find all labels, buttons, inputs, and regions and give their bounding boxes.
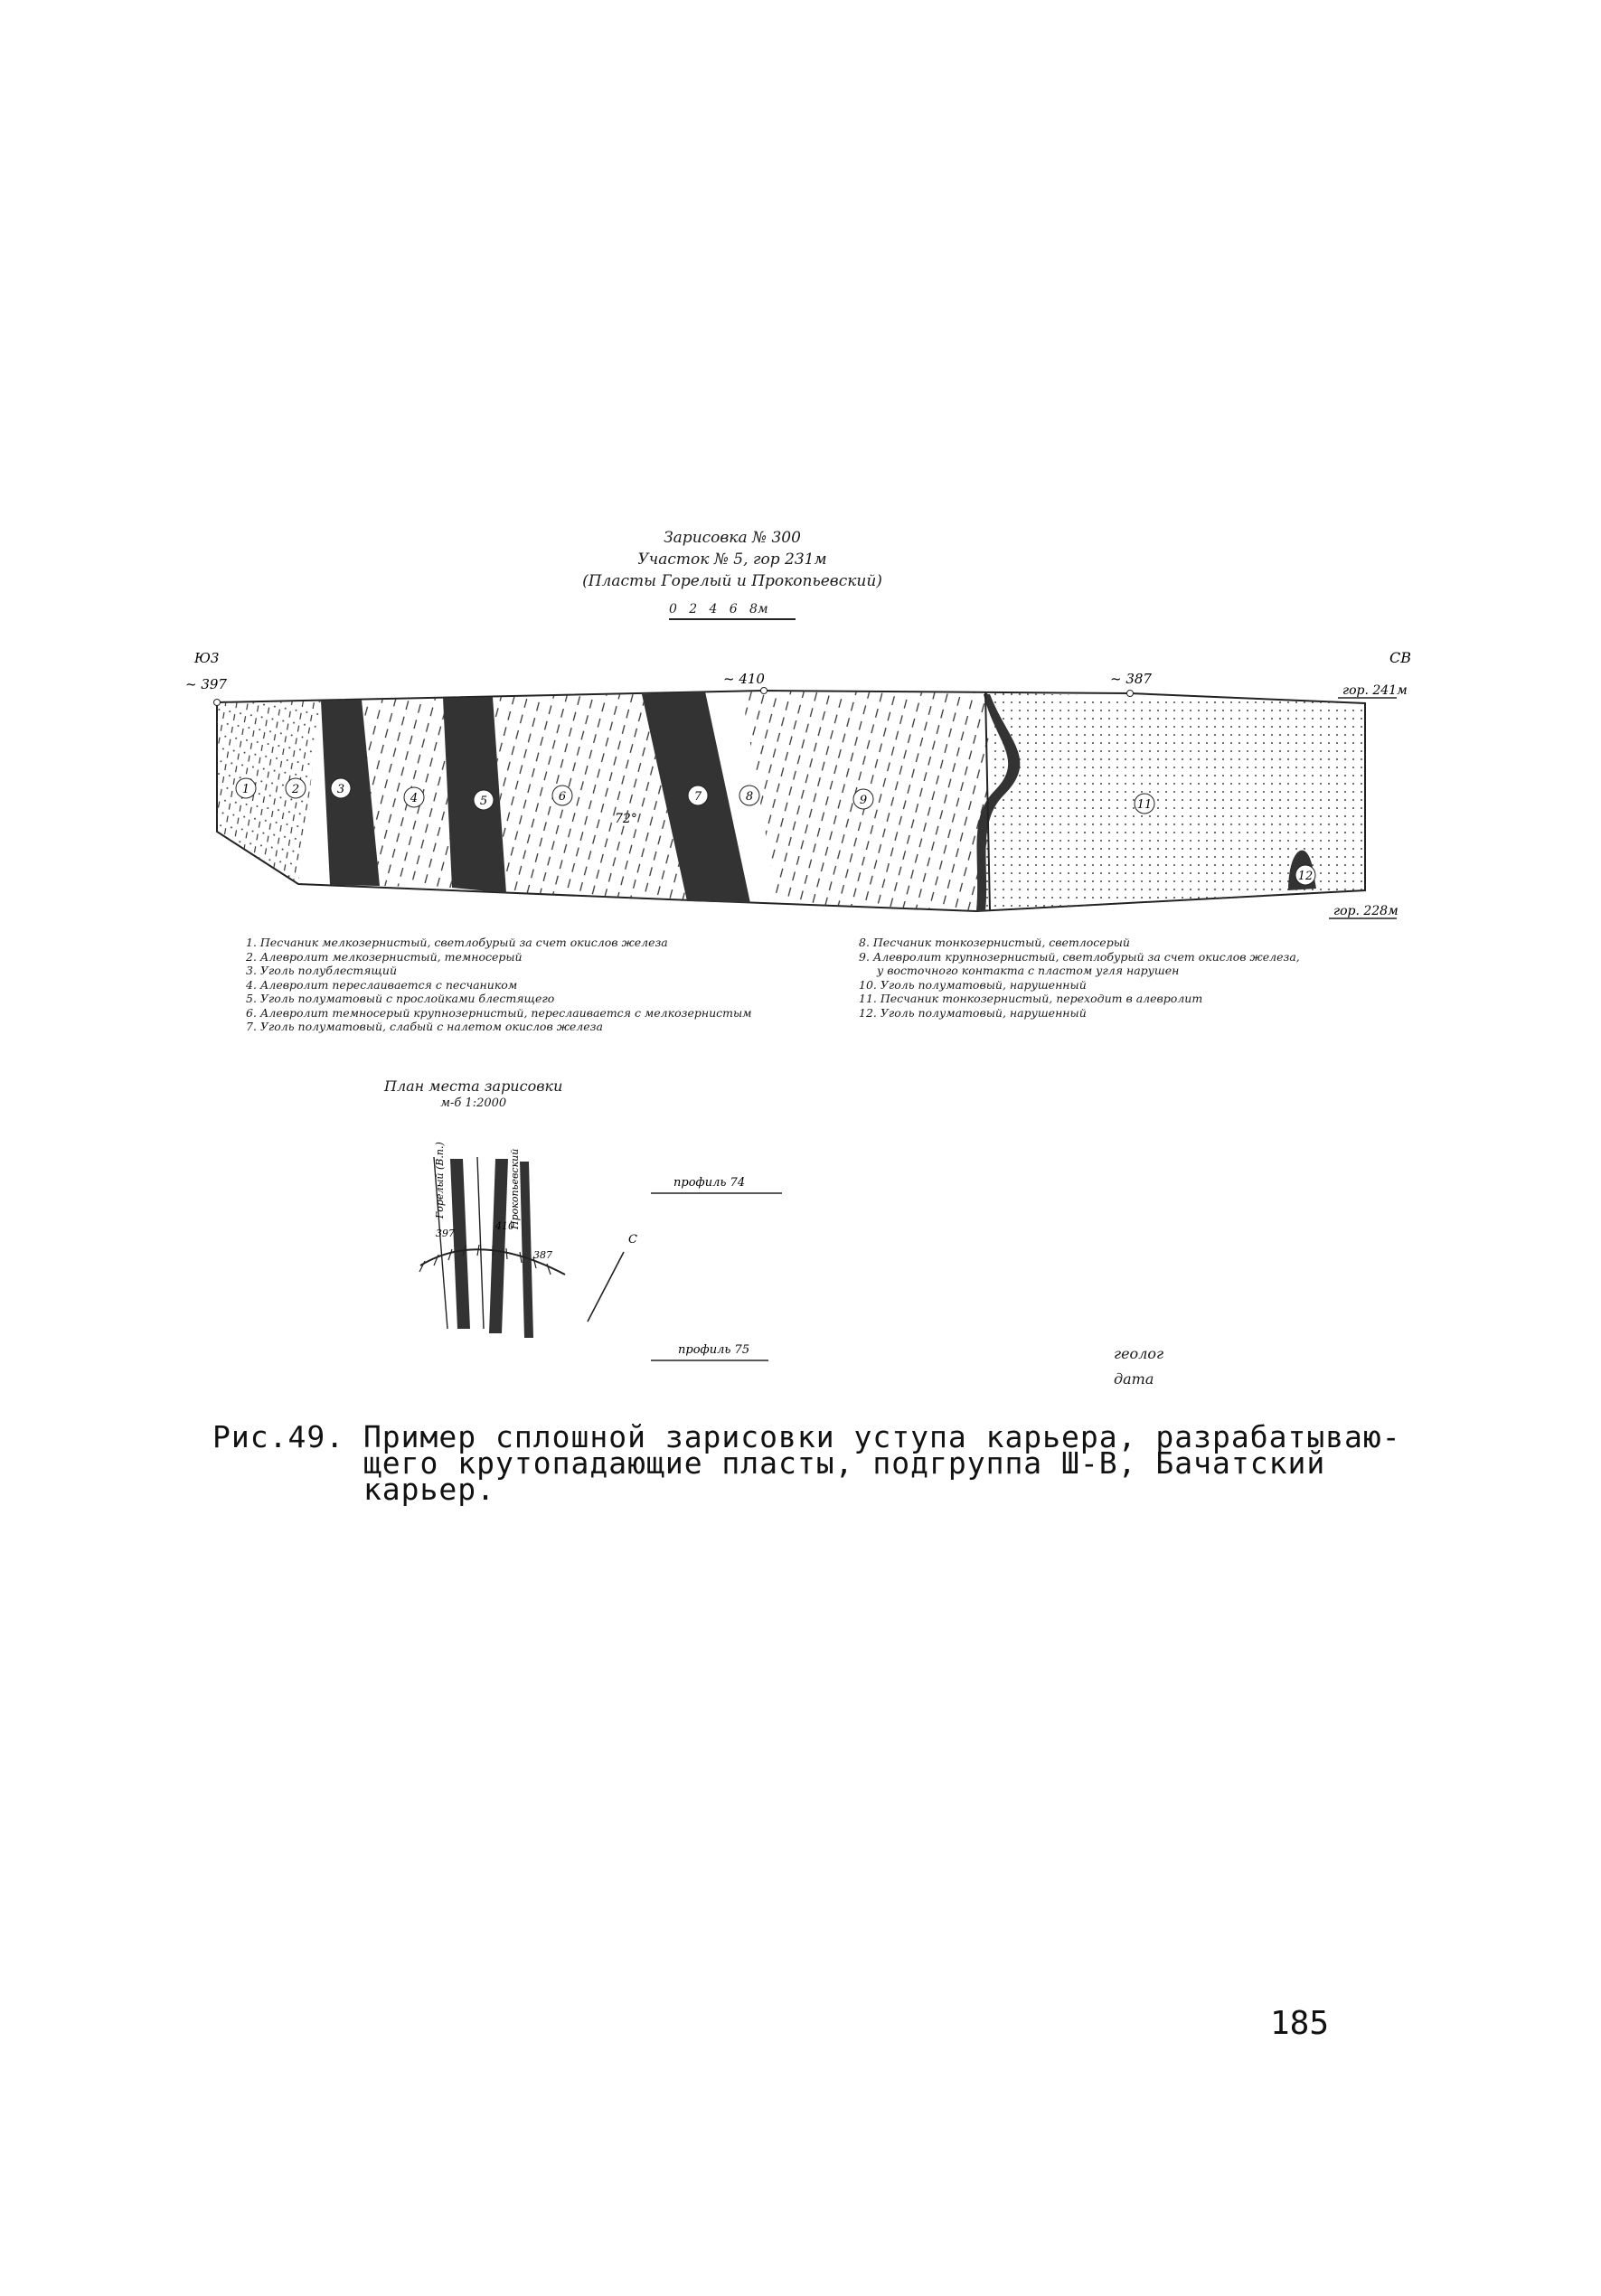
signature-block [1114,1341,1163,1392]
legend-right [859,936,1300,1020]
horizon-bottom-label: гор. 228м [1333,904,1399,918]
north-label: С [628,1233,637,1247]
elevation-mid2: ~ 387 [1110,671,1152,687]
cross-section-drawing [0,633,1601,931]
plan-drawing [0,1121,1601,1392]
legend-item: 1. Песчаник мелкозернистый, светлобурый за счет окислов железа [246,936,668,949]
plan-elev-397: 397 [436,1228,455,1239]
layer-number-label: 7 [693,790,702,804]
caption-line: Рис.49. Пример сплошной зарисовки уступа карьера, разрабатываю- [212,1419,1401,1454]
signature-date: дата [1114,1370,1154,1388]
layer-number-label: 11 [1136,798,1153,812]
legend-item: 2. Алевролит мелкозернистый, темносерый [246,949,523,964]
legend-item: 9. Алевролит крупнозернистый, светлобурый за счет окислов железа, [859,949,1300,964]
sketch-title-line: Участок № 5, гор 231м [637,550,827,569]
page-number: 185 [1270,2005,1330,2042]
caption-line: карьер. [212,1472,496,1507]
layer-number-label: 3 [336,783,345,796]
legend-item: у восточного контакта с пластом угля нарушен [877,964,1180,977]
elevation-left: ~ 397 [185,676,227,692]
layer-number-label: 6 [558,790,567,804]
sketch-title-line: Зарисовка № 300 [664,529,801,547]
scale-ticks: 0 2 4 6 8м [669,602,768,616]
legend-item: 6. Алевролит темносерый крупнозернистый, переслаивается с мелкозернистым [246,1005,752,1020]
sketch-title-line: (Пласты Горелый и Прокопьевский) [582,572,882,590]
plan-scale: м-б 1:2000 [440,1096,507,1110]
horizon-top-label: гор. 241м [1342,683,1408,698]
dip-angle-label: 72° [615,812,637,826]
legend-item: 4. Алевролит переслаивается с песчаником [246,977,518,992]
legend-item: 8. Песчаник тонкозернистый, светлосерый [859,936,1130,949]
seam-band-right [520,1162,533,1338]
plan-seam-label-left: Горелый (В.п.) [434,1142,446,1219]
legend-item: 5. Уголь полуматовый с прослойками блестящего [246,992,555,1005]
signature-role: геолог [1114,1345,1164,1362]
plan-elev-410: 410 [495,1220,514,1232]
layer-number-label: 9 [859,794,868,807]
profile-top-label: профиль 74 [673,1176,746,1190]
layer-number-label: 5 [479,795,488,808]
legend-item: 11. Песчаник тонкозернистый, переходит в алевролит [859,992,1203,1005]
profile-bottom-label: профиль 75 [678,1343,750,1357]
caption-line: щего крутопадающие пласты, подгруппа Ш-В, Бачатский [212,1445,1326,1481]
legend-item: 10. Уголь полуматовый, нарушенный [859,977,1087,992]
legend-item: 3. Уголь полублестящий [246,964,398,977]
layer-number-label: 1 [241,783,250,796]
seam-band-mid [489,1159,508,1333]
plan-title [384,1077,562,1112]
elevation-mid: ~ 410 [723,671,765,687]
plan-title-text: План места зарисовки [384,1077,563,1095]
legend-item: 12. Уголь полуматовый, нарушенный [859,1005,1087,1020]
north-arrow [588,1252,624,1322]
plan-elev-387: 387 [533,1249,552,1261]
layer-number-label: 2 [291,783,300,796]
scale-line [669,618,796,620]
direction-left-label: Ю3 [194,650,220,666]
scale-bar [669,602,796,620]
plan-seam-label-right: Прокопьевский [509,1148,521,1229]
legend-left [246,936,752,1034]
legend-item: 7. Уголь полуматовый, слабый с налетом окислов железа [246,1020,603,1033]
layer-number-label: 12 [1297,870,1314,883]
direction-right-label: СВ [1389,649,1411,666]
layer-number-label: 8 [745,790,754,804]
seam-band-left [450,1159,470,1329]
layer-number-label: 4 [410,792,419,805]
sketch-title [542,527,922,592]
figure-caption [212,1419,1401,1507]
